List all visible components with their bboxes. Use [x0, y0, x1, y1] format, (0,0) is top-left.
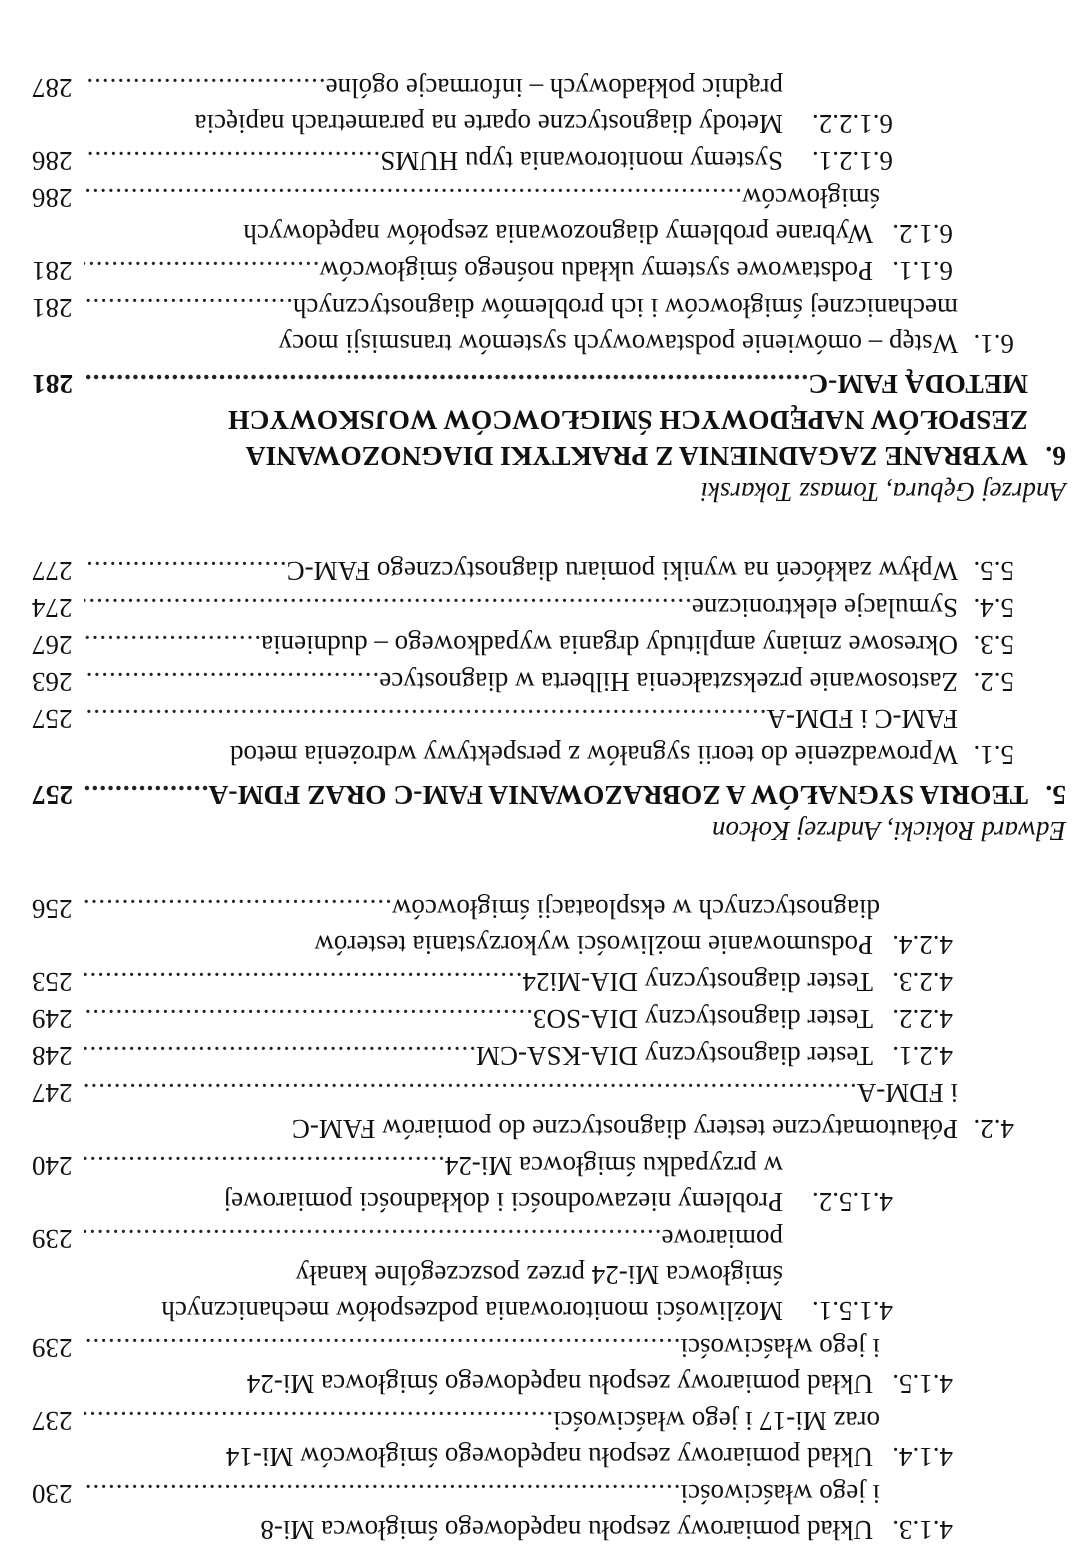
toc-entry-text: Wybrane problemy diagnozowania zespołów napędowych	[243, 219, 873, 249]
toc-entry-5-1[interactable]	[32, 701, 958, 737]
toc-entry-text: w przypadku śmigłowca Mi-24	[444, 1151, 783, 1181]
chapter-number: 6.	[1045, 441, 1066, 472]
page-number: 249	[32, 1004, 73, 1034]
toc-entry-text: diagnostycznych w eksploatacji śmigłowców	[391, 894, 880, 924]
toc-entry-number: 4.2.4.	[892, 930, 953, 960]
toc-entry-4-1-5[interactable]	[32, 1330, 880, 1366]
toc-entry-text: Układ pomiarowy zespołu napędowego śmigłowca Mi-8	[260, 1515, 873, 1545]
chapter-title: METODĄ FAM-C	[808, 369, 1028, 400]
toc-entry-number: 6.1.2.	[892, 219, 953, 249]
leader-dots	[84, 143, 380, 179]
toc-entry-4-2[interactable]	[32, 1075, 958, 1111]
toc-entry-number: 6.1.1.	[892, 256, 953, 286]
toc-entry-number: 4.2.2.	[892, 1004, 953, 1034]
leader-dots	[84, 290, 293, 326]
toc-entry-text: Zastosowanie przekształcenia Hilberta w diagnostyce	[379, 667, 958, 697]
toc-entry-number: 4.2.	[973, 1114, 1014, 1144]
toc-entry-number: 4.1.3.	[892, 1515, 953, 1545]
page-number: 240	[32, 1151, 73, 1181]
page-number: 274	[32, 593, 73, 623]
toc-entry-text: Okresowe zmiany amplitudy drgania wypadkowego – dudnienia	[261, 630, 958, 660]
leader-dots	[84, 1330, 681, 1366]
chapter-number: 5.	[1045, 780, 1066, 811]
chapter-6-heading[interactable]	[32, 366, 1028, 402]
toc-entry-4-2-2[interactable]	[32, 1001, 953, 1037]
toc-entry-6-1-1[interactable]	[32, 253, 953, 289]
page-number: 247	[32, 1078, 73, 1108]
toc-entry-5-2[interactable]	[32, 664, 1014, 700]
page-number: 281	[32, 369, 74, 400]
toc-entry-number: 5.4.	[973, 593, 1014, 623]
toc-entry-text: Tester diagnostyczny DIA-Mi24	[522, 967, 873, 997]
toc-entry-text: Problemy niezawodności i dokładności pomiarowej	[223, 1187, 783, 1217]
toc-entry-6-1-2-2[interactable]	[32, 70, 783, 106]
toc-entry-number: 4.2.3.	[892, 967, 953, 997]
page-number: 267	[32, 630, 73, 660]
page-number: 248	[32, 1041, 73, 1071]
toc-entry-number: 4.1.5.1.	[812, 1296, 893, 1326]
toc-entry-text: Wstęp – omówienie podstawowych systemów transmisji mocy	[278, 329, 958, 359]
leader-dots	[84, 664, 379, 700]
toc-entry-text: Metody diagnostyczne oparte na parametrach napięcia	[194, 109, 783, 139]
toc-entry-4-1-5-2[interactable]	[32, 1148, 783, 1184]
toc-entry-text: Podsumowanie możliwości wykorzystania testerów	[314, 930, 873, 960]
page-number: 253	[32, 967, 73, 997]
leader-dots	[84, 253, 320, 289]
chapter-title: WYBRANE ZAGADNIENIA Z PRAKTYKI DIAGNOZOWANIA	[245, 441, 1028, 472]
toc-entry-5-3[interactable]	[32, 627, 1014, 663]
leader-dots	[84, 891, 392, 927]
leader-dots	[84, 70, 326, 106]
toc-entry-text: śmigłowców	[742, 183, 880, 213]
toc-entry-number: 5.1.	[973, 740, 1014, 770]
page-number: 281	[32, 293, 73, 323]
leader-dots	[84, 701, 766, 737]
chapter-authors: Andrzej Gębura, Tomasz Tokarski	[700, 477, 1066, 507]
toc-entry-5-4[interactable]	[32, 590, 1014, 626]
leader-dots	[84, 1476, 681, 1512]
leader-dots	[84, 964, 522, 1000]
toc-entry-text: Układ pomiarowy zespołu napędowego śmigłowców Mi-14	[225, 1442, 873, 1472]
toc-entry-number: 6.1.2.2.	[812, 109, 893, 139]
toc-entry-4-2-1[interactable]	[32, 1038, 953, 1074]
page-number: 237	[32, 1406, 73, 1436]
leader-dots	[84, 553, 287, 589]
leader-dots	[84, 180, 742, 216]
toc-entry-number: 4.2.1.	[892, 1041, 953, 1071]
chapter-title: TEORIA SYGNAŁÓW A ZOBRAZOWANIA FAM-C ORAZ FDM-A	[208, 780, 1028, 811]
toc-entry-text: Systemy monitorowania typu HUMS	[380, 146, 783, 176]
toc-entry-text: Układ pomiarowy zespołu napędowego śmigłowca Mi-24	[246, 1369, 873, 1399]
leader-dots	[84, 590, 692, 626]
toc-entry-text: Tester diagnostyczny DIA-SO3	[532, 1004, 873, 1034]
toc-entry-6-1-2[interactable]	[32, 180, 880, 216]
toc-entry-number: 6.1.2.1.	[812, 146, 893, 176]
toc-entry-6-1[interactable]	[32, 290, 958, 326]
chapter-title: ZESPOŁÓW NAPĘDOWYCH ŚMIGŁOWCÓW WOJSKOWYCH	[228, 405, 1028, 436]
toc-entry-text: FAM-C i FDM-A	[766, 704, 958, 734]
page-number: 239	[32, 1224, 73, 1254]
toc-entry-text: i jego właściwości	[680, 1479, 880, 1509]
leader-dots	[84, 1221, 662, 1257]
page-number: 287	[32, 73, 73, 103]
leader-dots	[84, 1148, 445, 1184]
leader-dots	[84, 1075, 857, 1111]
toc-entry-text: Wprowadzenie do teorii sygnałów z perspektywy wdrożenia metod	[229, 740, 958, 770]
toc-entry-number: 5.3.	[973, 630, 1014, 660]
toc-entry-text: mechanicznej śmigłowców i ich problemów diagnostycznych	[292, 293, 958, 323]
leader-dots	[84, 627, 261, 663]
toc-entry-text: Wpływ zakłóceń na wyniki pomiaru diagnostycznego FAM-C	[286, 556, 958, 586]
toc-entry-number: 5.5.	[973, 556, 1014, 586]
toc-entry-4-2-3[interactable]	[32, 964, 953, 1000]
leader-dots	[84, 366, 808, 402]
toc-entry-number: 4.1.4.	[892, 1442, 953, 1472]
toc-entry-4-1-4[interactable]	[32, 1403, 880, 1439]
toc-entry-text: Możliwości monitorowania podzespołów mechanicznych	[161, 1296, 783, 1326]
toc-entry-text: oraz Mi-17 i jego właściwości	[553, 1406, 880, 1436]
leader-dots	[84, 777, 209, 813]
toc-entry-6-1-2-1[interactable]	[32, 143, 893, 179]
page-number: 256	[32, 894, 73, 924]
page-number: 277	[32, 556, 73, 586]
toc-entry-4-1-5-1[interactable]	[32, 1221, 783, 1257]
toc-entry-number: 4.1.5.	[892, 1369, 953, 1399]
page-number: 281	[32, 256, 73, 286]
toc-entry-text: i jego właściwości	[680, 1333, 880, 1363]
toc-entry-text: i FDM-A	[856, 1078, 958, 1108]
toc-entry-text: Półautomatyczne testery diagnostyczne do pomiarów FAM-C	[291, 1114, 958, 1144]
page-number: 257	[32, 780, 74, 811]
toc-entry-number: 6.1.	[973, 329, 1014, 359]
toc-entry-text: Podstawowe systemy układu nośnego śmigłowców	[319, 256, 873, 286]
page-number: 257	[32, 704, 73, 734]
toc-entry-5-5[interactable]	[32, 553, 1014, 589]
page-number: 286	[32, 183, 73, 213]
page-number: 239	[32, 1333, 73, 1363]
toc-entry-number: 5.2.	[973, 667, 1014, 697]
chapter-authors: Edward Rokicki, Andrzej Kołcon	[712, 816, 1066, 846]
toc-entry-text: pomiarowe	[661, 1224, 783, 1254]
toc-entry-text: śmigłowca Mi-24 przez poszczególne kanały	[295, 1260, 783, 1290]
leader-dots	[84, 1403, 553, 1439]
leader-dots	[84, 1001, 533, 1037]
toc-entry-number: 4.1.5.2.	[812, 1187, 893, 1217]
toc-entry-text: Tester diagnostyczny DIA-KSA-CM	[475, 1041, 873, 1071]
page-number: 230	[32, 1479, 73, 1509]
page-number: 286	[32, 146, 73, 176]
toc-entry-4-2-4[interactable]	[32, 891, 880, 927]
chapter-5-heading[interactable]	[32, 777, 1066, 813]
leader-dots	[84, 1038, 476, 1074]
toc-entry-text: Symulacje elektroniczne	[691, 593, 958, 623]
toc-entry-4-1-3[interactable]	[32, 1476, 880, 1512]
page-number: 263	[32, 667, 73, 697]
toc-entry-text: prądnic pokładowych – informacje ogólne	[325, 73, 783, 103]
